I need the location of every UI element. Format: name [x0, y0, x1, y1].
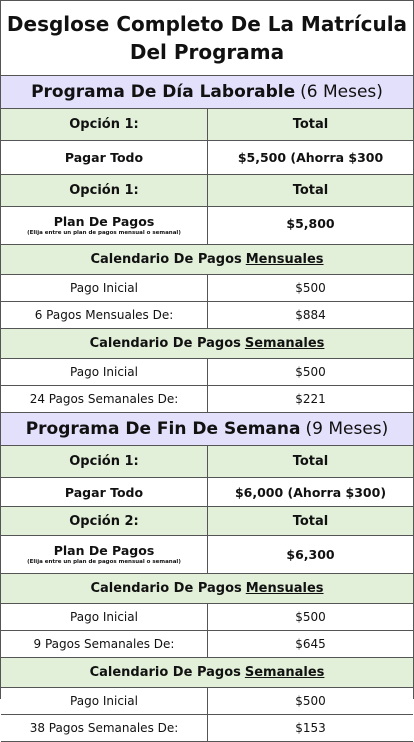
weekday-pay-all-row — [1, 141, 413, 175]
weekend-plan-label: Plan De Pagos — [53, 542, 155, 558]
table-row — [1, 631, 413, 658]
weekday-monthly-header-row — [1, 245, 413, 275]
weekday-monthly-heading — [1, 245, 413, 274]
title-line-2: Del Programa — [129, 40, 285, 64]
weekday-weekly-kind: Semanales — [244, 336, 325, 351]
weekday-plan-value: $5,800 — [286, 216, 335, 231]
weekday-monthly-prefix: Calendario De Pagos — [90, 252, 242, 267]
weekday-total-label: Total — [292, 117, 329, 132]
weekday-plan-subtext: (Elija entre un plan de pagos mensual o semanal) — [27, 229, 181, 236]
weekend-weekly-row2-label: 38 Pagos Semanales De: — [1, 715, 208, 741]
weekend-section-row — [1, 413, 413, 446]
weekday-weekly-row2-label: 24 Pagos Semanales De: — [1, 386, 208, 412]
weekend-weekly-row2-value: $153 — [295, 721, 326, 735]
weekday-pay-all-label: Pagar Todo — [1, 141, 208, 174]
weekend-monthly-kind: Mensuales — [245, 581, 324, 596]
weekend-pay-all-value: $6,000 (Ahorra $300) — [234, 484, 387, 500]
weekday-plan-row — [1, 207, 413, 245]
weekday-monthly-row1-label: Pago Inicial — [1, 275, 208, 301]
weekend-weekly-header-row — [1, 658, 413, 688]
page-title — [1, 1, 413, 75]
weekend-option2-header-row — [1, 507, 413, 536]
title-line-1: Desglose Completo De La Matrícula — [6, 12, 408, 36]
weekend-weekly-kind: Semanales — [244, 665, 325, 680]
weekday-monthly-row2-value: $884 — [295, 308, 326, 322]
table-row — [1, 359, 413, 386]
weekend-plan-subtext: (Elija entre un plan de pagos mensual o semanal) — [27, 558, 181, 565]
weekend-program-name: Programa De Fin De Semana — [25, 419, 301, 439]
weekend-monthly-row1-value: $500 — [295, 610, 326, 624]
weekend-option2-label: Opción 2: — [1, 507, 208, 535]
weekday-weekly-row1-value: $500 — [295, 365, 326, 379]
weekday-weekly-heading — [1, 329, 413, 358]
weekend-monthly-prefix: Calendario De Pagos — [90, 581, 242, 596]
weekend-monthly-row2-value: $645 — [295, 637, 326, 651]
weekday-weekly-row1-label: Pago Inicial — [1, 359, 208, 385]
weekday-option1-label: Opción 1: — [1, 109, 208, 140]
title-row — [1, 0, 413, 76]
weekday-plan-cell — [1, 207, 208, 244]
weekend-plan-cell — [1, 536, 208, 573]
table-row — [1, 275, 413, 302]
weekday-section-row — [1, 76, 413, 109]
weekday-weekly-header-row — [1, 329, 413, 359]
weekday-pay-all-value: $5,500 (Ahorra $300 — [237, 150, 384, 165]
weekend-total2-label: Total — [292, 513, 329, 529]
weekend-total-label: Total — [292, 454, 329, 469]
weekday-monthly-kind: Mensuales — [245, 252, 324, 267]
weekend-weekly-row1-label: Pago Inicial — [1, 688, 208, 714]
weekday-monthly-row1-value: $500 — [295, 281, 326, 295]
weekend-plan-row — [1, 536, 413, 574]
weekend-weekly-row1-value: $500 — [295, 694, 326, 708]
weekend-pay-all-label: Pagar Todo — [1, 478, 208, 506]
weekday-program-duration: (6 Meses) — [300, 82, 383, 102]
weekday-option2-header-row — [1, 175, 413, 207]
table-row — [1, 386, 413, 413]
weekend-plan-value: $6,300 — [286, 547, 335, 562]
weekday-option1-header-row — [1, 109, 413, 141]
weekend-program-duration: (9 Meses) — [305, 419, 389, 439]
weekday-total2-label: Total — [292, 183, 329, 198]
weekday-monthly-row2-label: 6 Pagos Mensuales De: — [1, 302, 208, 328]
table-row — [1, 604, 413, 631]
weekend-monthly-header-row — [1, 574, 413, 604]
weekend-section-heading — [1, 413, 413, 445]
weekend-monthly-row2-label: 9 Pagos Semanales De: — [1, 631, 208, 657]
weekend-pay-all-row — [1, 478, 413, 507]
table-row — [1, 715, 413, 742]
weekday-weekly-prefix: Calendario De Pagos — [89, 336, 241, 351]
weekday-plan-label: Plan De Pagos — [53, 213, 155, 229]
weekend-weekly-heading — [1, 658, 413, 687]
weekend-weekly-prefix: Calendario De Pagos — [89, 665, 241, 680]
weekend-option1-label: Opción 1: — [1, 446, 208, 477]
weekday-weekly-row2-value: $221 — [295, 392, 326, 406]
weekend-monthly-heading — [1, 574, 413, 603]
table-row — [1, 302, 413, 329]
weekday-option2-label: Opción 1: — [1, 175, 208, 206]
table-row — [1, 688, 413, 715]
weekday-section-heading — [1, 76, 413, 108]
weekday-program-name: Programa De Día Laborable — [31, 82, 296, 102]
weekend-option1-header-row — [1, 446, 413, 478]
weekend-monthly-row1-label: Pago Inicial — [1, 604, 208, 630]
